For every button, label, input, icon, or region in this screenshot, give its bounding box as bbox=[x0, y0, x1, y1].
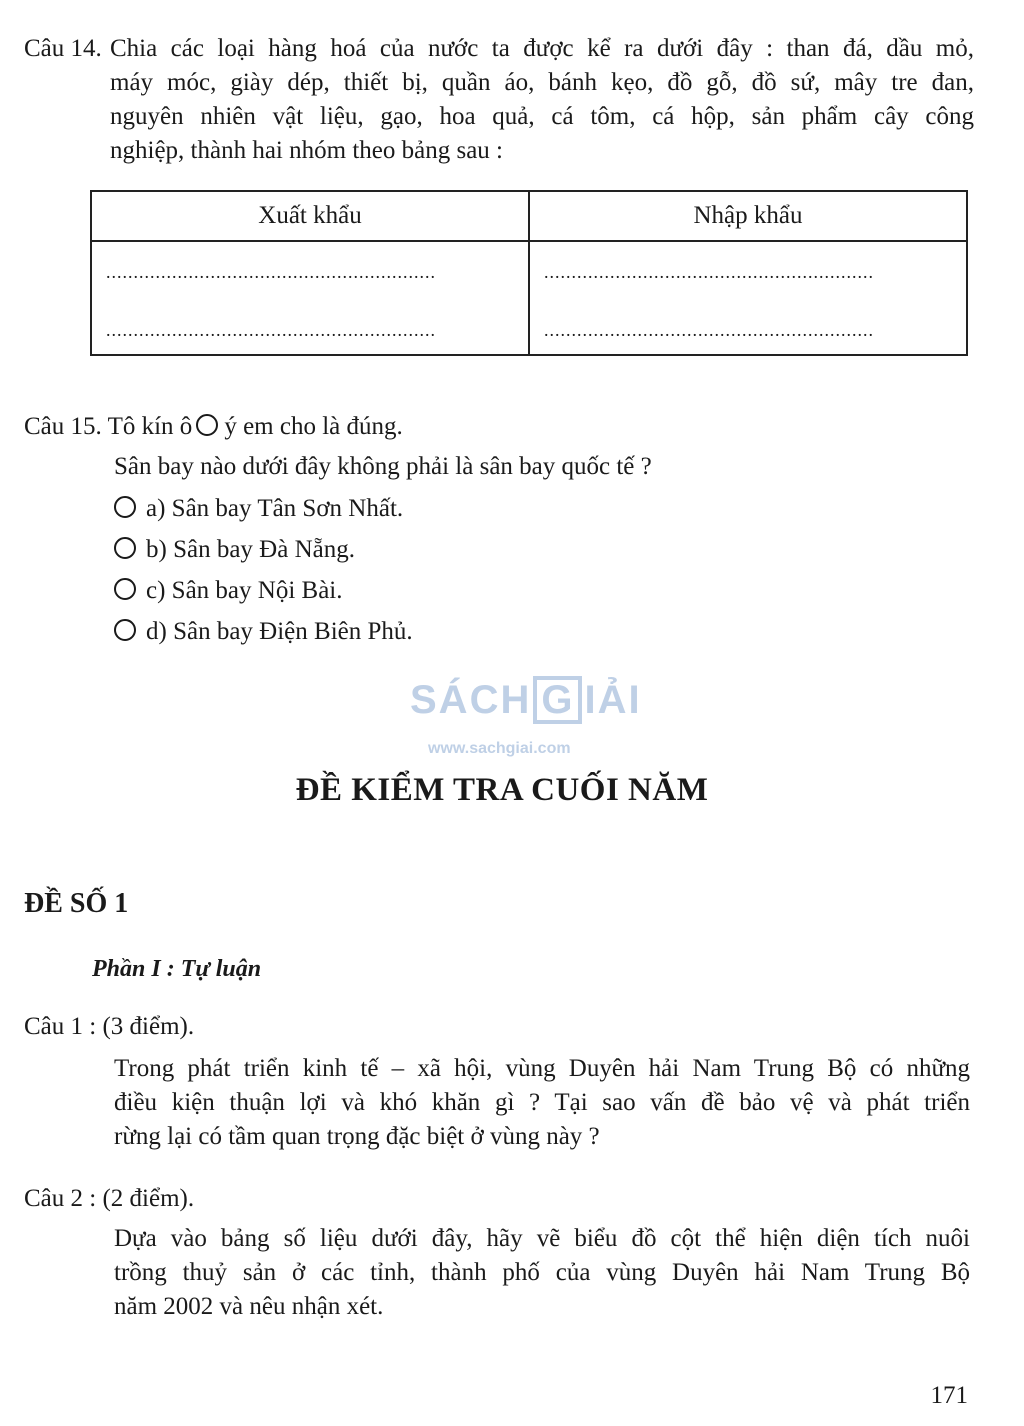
option-d[interactable] bbox=[114, 615, 413, 649]
question-14-line-4: nghiệp, thành hai nhóm theo bảng sau : bbox=[110, 137, 503, 164]
dotted-answer-line: ............................................................ bbox=[544, 320, 874, 340]
circle-icon bbox=[196, 414, 218, 436]
question-14-line-2: máy móc, giày dép, thiết bị, quần áo, bánh kẹo, đồ gỗ, đồ sứ, mây tre đan, bbox=[110, 69, 974, 96]
question-2-line-2: trồng thuỷ sản ở các tỉnh, thành phố của vùng Duyên hải Nam Trung Bộ bbox=[114, 1259, 970, 1286]
import-answer-cell[interactable] bbox=[529, 241, 967, 355]
option-a[interactable] bbox=[114, 492, 403, 526]
question-1-label: Câu 1 : (3 điểm). bbox=[24, 1013, 195, 1040]
radio-circle-icon[interactable] bbox=[114, 496, 136, 518]
question-14-line-3: nguyên nhiên vật liệu, gạo, hoa quả, cá tôm, cá hộp, sản phẩm cây công bbox=[110, 103, 974, 130]
exam-number-heading: ĐỀ SỐ 1 bbox=[24, 888, 129, 919]
import-column-header: Nhập khẩu bbox=[529, 191, 967, 241]
question-1-text bbox=[114, 1052, 970, 1154]
question-1-line-2: điều kiện thuận lợi và khó khăn gì ? Tại sao vấn đề bảo vệ và phát triển bbox=[114, 1089, 970, 1116]
question-15-label: Câu 15. bbox=[24, 413, 102, 440]
question-2-line-3: năm 2002 và nêu nhận xét. bbox=[114, 1293, 384, 1320]
radio-circle-icon[interactable] bbox=[114, 578, 136, 600]
instruction-text-a: Tô kín ô bbox=[107, 413, 193, 440]
radio-circle-icon[interactable] bbox=[114, 619, 136, 641]
question-2-line-1: Dựa vào bảng số liệu dưới đây, hãy vẽ biểu đồ cột thể hiện diện tích nuôi bbox=[114, 1225, 970, 1252]
question-14 bbox=[24, 32, 974, 168]
question-15-text: Sân bay nào dưới đây không phải là sân bay quốc tế ? bbox=[114, 453, 652, 480]
export-import-table bbox=[90, 190, 968, 356]
instruction-text-b: ý em cho là đúng. bbox=[224, 413, 403, 440]
radio-circle-icon[interactable] bbox=[114, 537, 136, 559]
dotted-answer-line: ............................................................ bbox=[106, 262, 436, 282]
watermark-text-right: IẢI bbox=[584, 678, 642, 722]
export-column-header: Xuất khẩu bbox=[91, 191, 529, 241]
option-a-label: a) Sân bay Tân Sơn Nhất. bbox=[146, 495, 404, 522]
page-number: 171 bbox=[930, 1382, 968, 1409]
question-14-line-1: Chia các loại hàng hoá của nước ta được kể ra dưới đây : than đá, dầu mỏ, bbox=[110, 35, 974, 62]
exam-title: ĐỀ KIỂM TRA CUỐI NĂM bbox=[295, 772, 709, 808]
export-answer-cell[interactable] bbox=[91, 241, 529, 355]
option-c-label: c) Sân bay Nội Bài. bbox=[146, 577, 343, 604]
question-2-label: Câu 2 : (2 điểm). bbox=[24, 1185, 195, 1212]
option-d-label: d) Sân bay Điện Biên Phủ. bbox=[146, 618, 413, 645]
watermark-logo bbox=[410, 676, 642, 724]
watermark-url: www.sachgiai.com bbox=[428, 740, 571, 757]
option-b-label: b) Sân bay Đà Nẵng. bbox=[146, 536, 355, 563]
dotted-answer-line: ............................................................ bbox=[544, 262, 874, 282]
question-1-line-1: Trong phát triển kinh tế – xã hội, vùng Duyên hải Nam Trung Bộ có những bbox=[114, 1055, 970, 1082]
dotted-answer-line: ............................................................ bbox=[106, 320, 436, 340]
option-b[interactable] bbox=[114, 533, 355, 567]
option-c[interactable] bbox=[114, 574, 342, 608]
question-2-text bbox=[114, 1222, 970, 1324]
question-14-label: Câu 14. bbox=[24, 35, 102, 62]
watermark-text-left: SÁCH bbox=[410, 678, 532, 722]
question-1-line-3: rừng lại có tầm quan trọng đặc biệt ở vùng này ? bbox=[114, 1123, 600, 1150]
question-15-instruction bbox=[24, 410, 403, 444]
part-heading: Phần I : Tự luận bbox=[92, 956, 262, 982]
watermark-logo-box: G bbox=[533, 676, 582, 724]
